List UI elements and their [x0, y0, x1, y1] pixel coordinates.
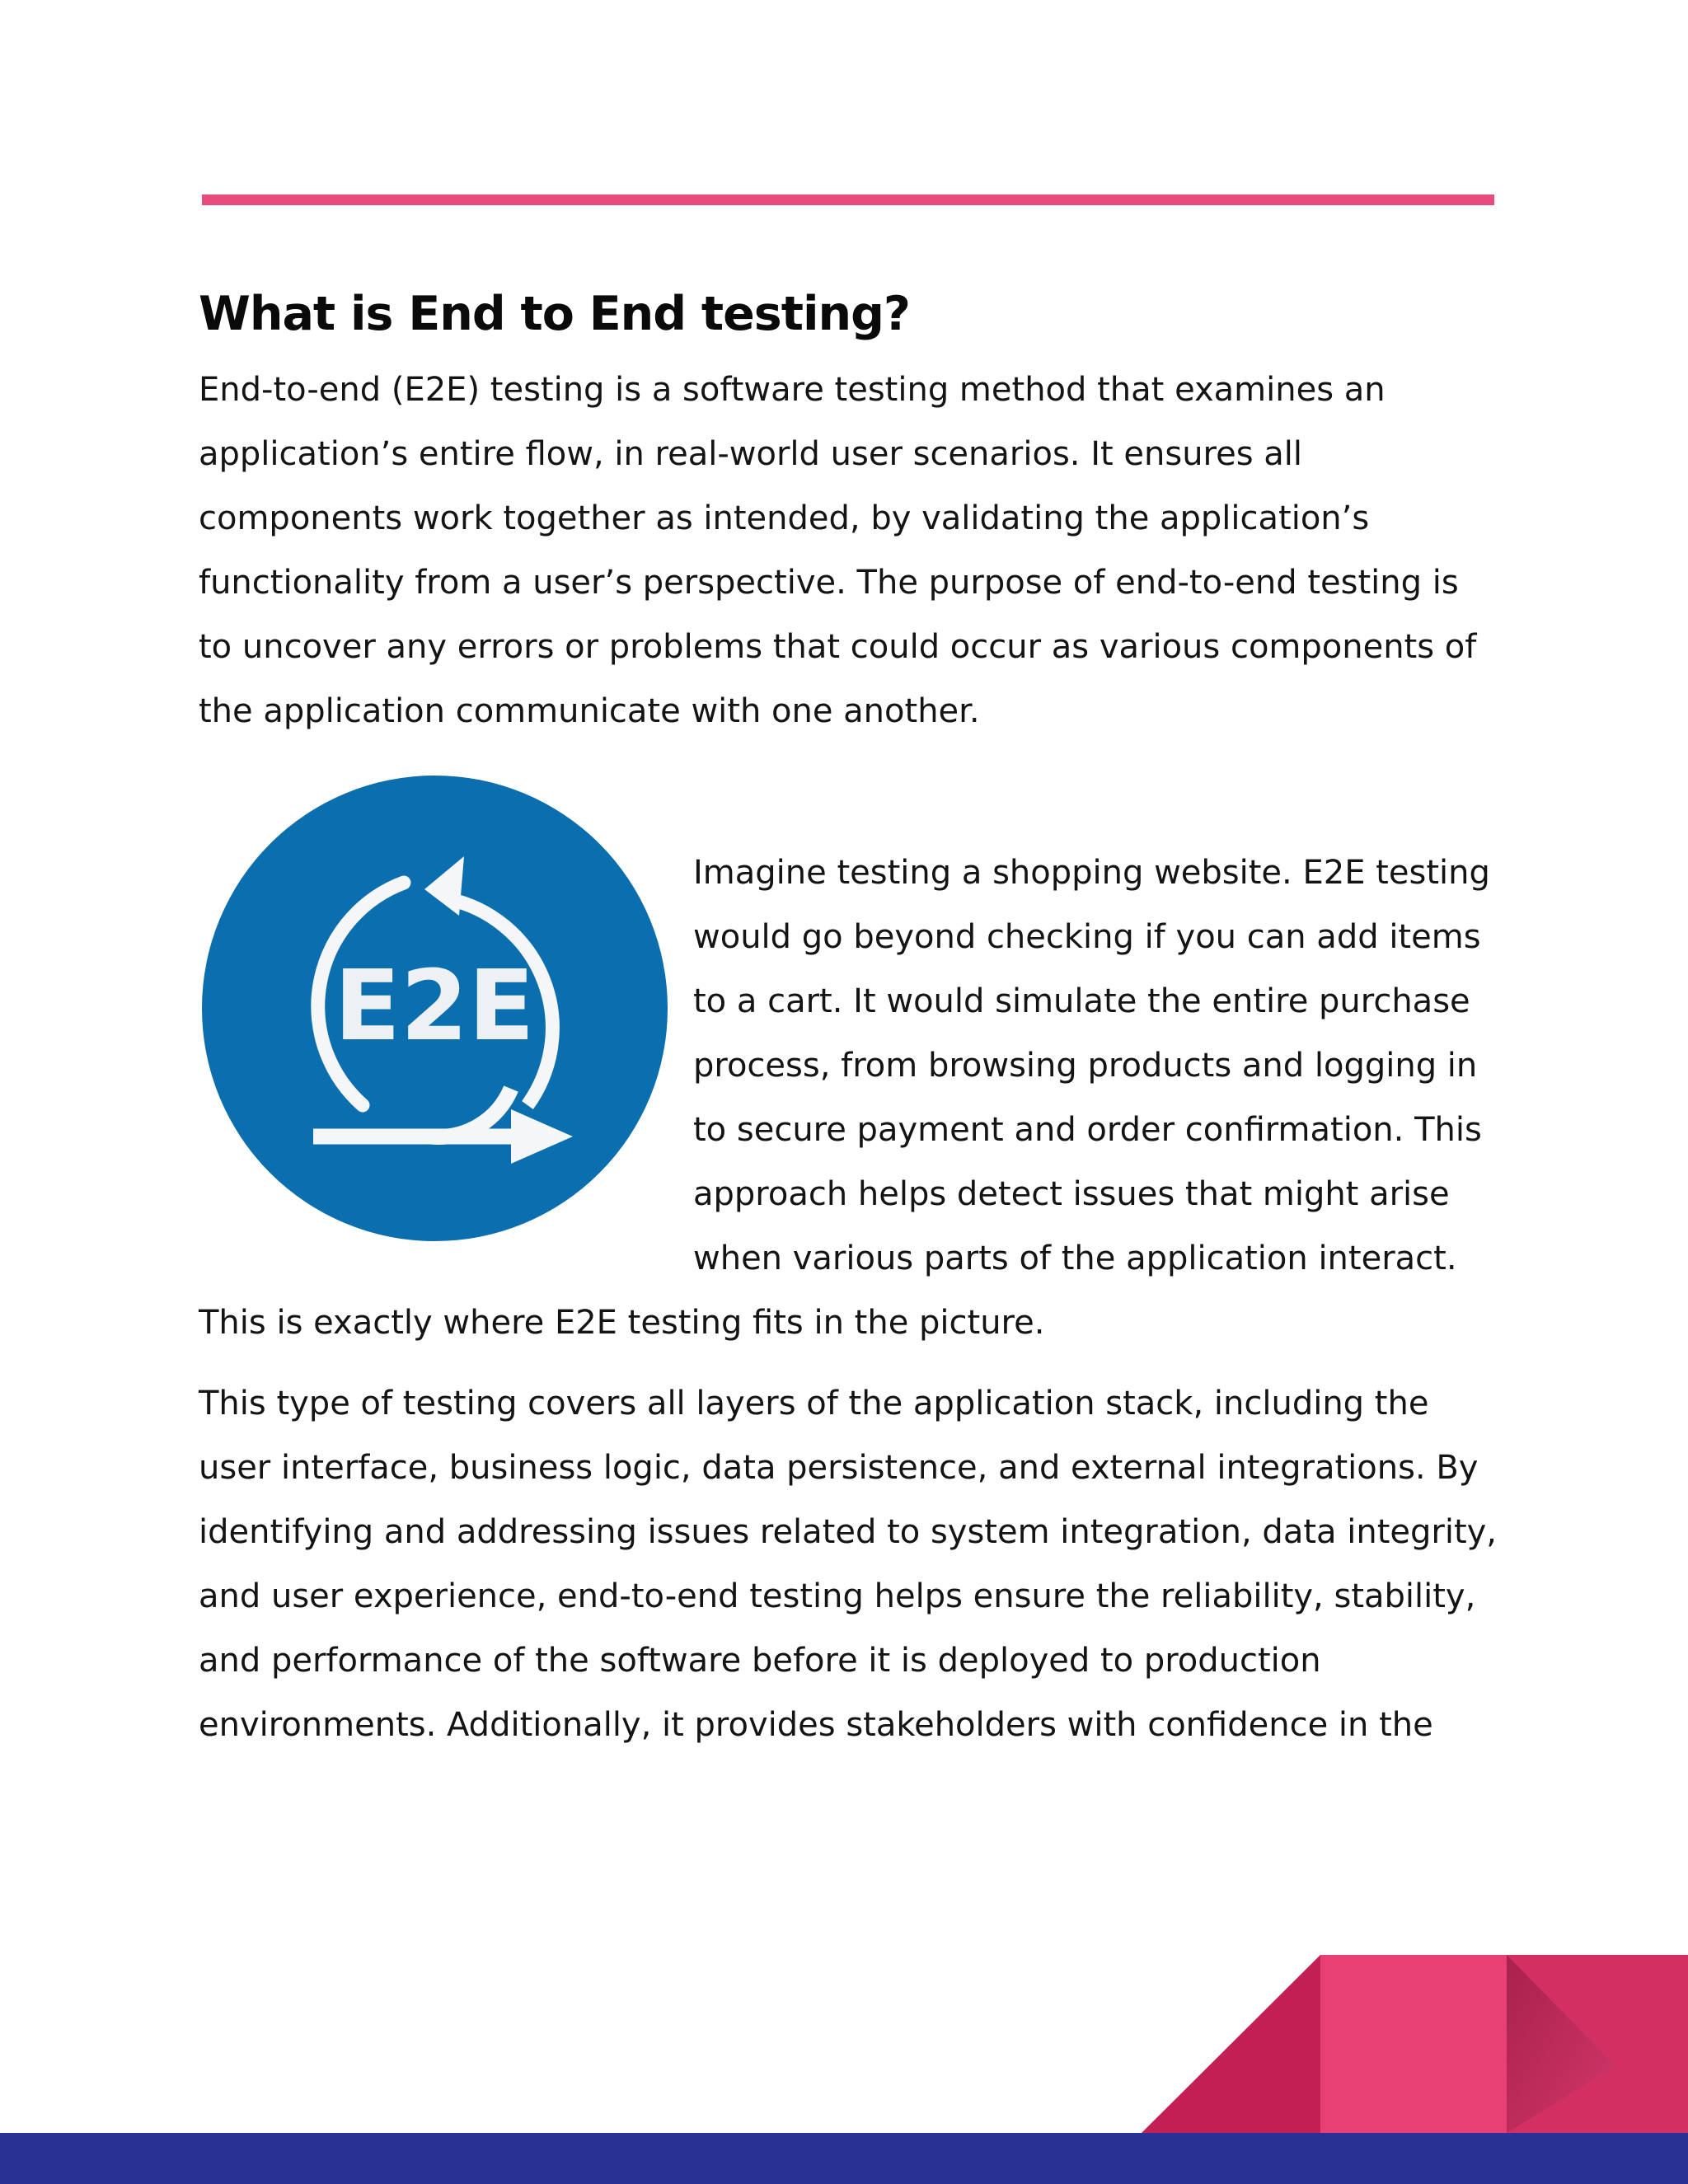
page-heading: What is End to End testing? — [199, 287, 910, 341]
intro-line: functionality from a user’s perspective. The purpose of end-to-end testing is — [199, 564, 1459, 602]
logo-text: E2E — [334, 949, 535, 1062]
example-line: to a cart. It would simulate the entire purchase — [693, 982, 1470, 1020]
example-line: Imagine testing a shopping website. E2E testing — [693, 854, 1490, 892]
e2e-cycle-icon — [202, 776, 668, 1241]
stack-line: user interface, business logic, data persistence, and external integrations. By — [199, 1449, 1479, 1487]
example-line: would go beyond checking if you can add items — [693, 918, 1481, 956]
example-line: when various parts of the application interact. — [693, 1240, 1457, 1277]
intro-paragraph — [199, 358, 1517, 743]
example-tail-line: This is exactly where E2E testing fits in the picture. — [199, 1304, 1045, 1342]
corner-triangle — [1142, 1955, 1320, 2133]
stack-line: environments. Additionally, it provides stakeholders with confidence in the — [199, 1706, 1433, 1744]
intro-line: End-to-end (E2E) testing is a software testing method that examines an — [199, 371, 1386, 409]
top-accent-rule — [202, 194, 1494, 205]
intro-line: to uncover any errors or problems that could occur as various components of — [199, 628, 1477, 666]
stack-line: and user experience, end-to-end testing helps ensure the reliability, stability, — [199, 1577, 1476, 1615]
stack-paragraph — [199, 1371, 1517, 1757]
footer-bar — [0, 2133, 1688, 2184]
stack-line: This type of testing covers all layers of the application stack, including the — [199, 1385, 1429, 1422]
example-line: approach helps detect issues that might arise — [693, 1175, 1450, 1213]
intro-line: the application communicate with one another. — [199, 692, 980, 730]
example-paragraph — [693, 841, 1490, 1291]
stack-line: identifying and addressing issues related to system integration, data integrity, — [199, 1513, 1498, 1551]
example-line: process, from browsing products and logging in — [693, 1047, 1478, 1085]
example-line: to secure payment and order confirmation. This — [693, 1111, 1482, 1149]
stack-line: and performance of the software before it is deployed to production — [199, 1642, 1321, 1680]
intro-line: application’s entire flow, in real-world user scenarios. It ensures all — [199, 435, 1303, 473]
corner-decoration — [1142, 1955, 1688, 2133]
intro-line: components work together as intended, by validating the application’s — [199, 499, 1370, 537]
